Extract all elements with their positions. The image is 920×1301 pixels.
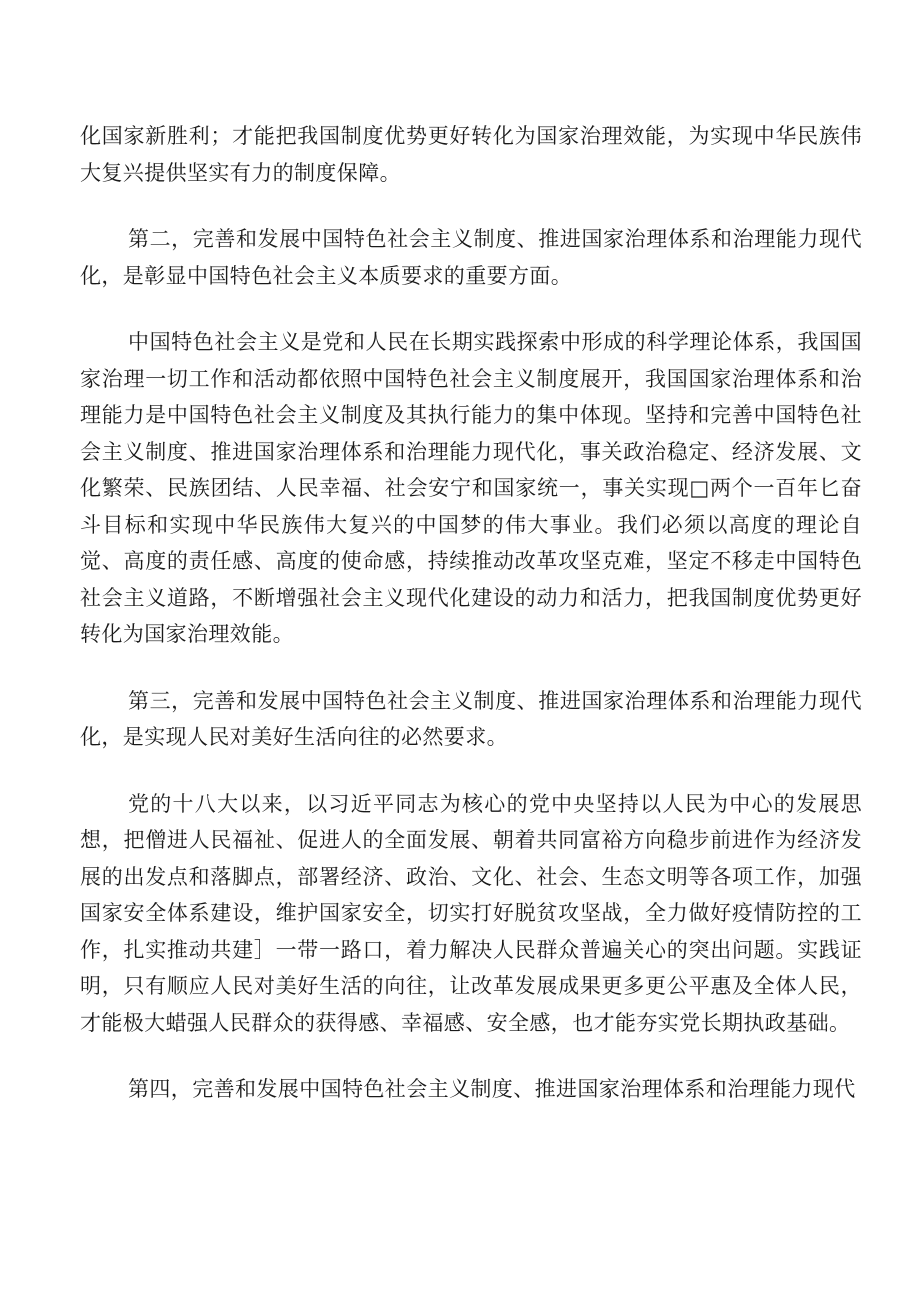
- paragraph-6: 第四，完善和发展中国特色社会主义制度、推进国家治理体系和治理能力现代: [128, 1077, 856, 1101]
- paragraph-1: 化国家新胜利；才能把我国制度优势更好转化为国家治理效能，为实现中华民族伟大复兴提供坚实有力的制度保障。: [80, 124, 862, 185]
- paragraph-3: 中国特色社会主义是党和人民在长期实践探索中形成的科学理论体系，我国国家治理一切工作和活动都依照中国特色社会主义制度展开，我国国家治理体系和治理能力是中国特色社会主义制度及其执行能力的集中体现。坚持和完善中国特色社会主义制度、推进国家治理体系和治理能力现代化，事关政治稳定、经济发展、文化繁荣、民族团结、人民幸福、社会安宁和国家统一，事关实现□两个一百年匕奋斗目标和实现中华民族伟大复兴的中国梦的伟大事业。我们必须以高度的理论自觉、高度的责任感、高度的使命感，持续推动改革攻坚克难，坚定不移走中国特色社会主义道路，不断增强社会主义现代化建设的动力和活力，把我国制度优势更好转化为国家治理效能。: [80, 330, 862, 646]
- paragraph-4: 第三，完善和发展中国特色社会主义制度、推进国家治理体系和治理能力现代化，是实现人民对美好生活向往的必然要求。: [80, 688, 862, 749]
- paragraph-2: 第二，完善和发展中国特色社会主义制度、推进国家治理体系和治理能力现代化，是彰显中国特色社会主义本质要求的重要方面。: [80, 227, 862, 288]
- paragraph-5: 党的十八大以来，以习近平同志为核心的党中央坚持以人民为中心的发展思想，把僧进人民福祉、促进人的全面发展、朝着共同富裕方向稳步前进作为经济发展的出发点和落脚点，部署经济、政治、文化、社会、生态文明等各项工作，加强国家安全体系建设，维护国家安全，切实打好脱贫攻坚战，全力做好疫情防控的工作，扎实推动共建］一带一路口，着力解决人民群众普遍关心的突出问题。实践证明，只有顺应人民对美好生活的向往，让改革发展成果更多更公平惠及全体人民，才能极大蜡强人民群众的获得感、幸福感、安全感，也才能夯实党长期执政基础。: [80, 791, 862, 1035]
- document-body: [80, 118, 862, 1138]
